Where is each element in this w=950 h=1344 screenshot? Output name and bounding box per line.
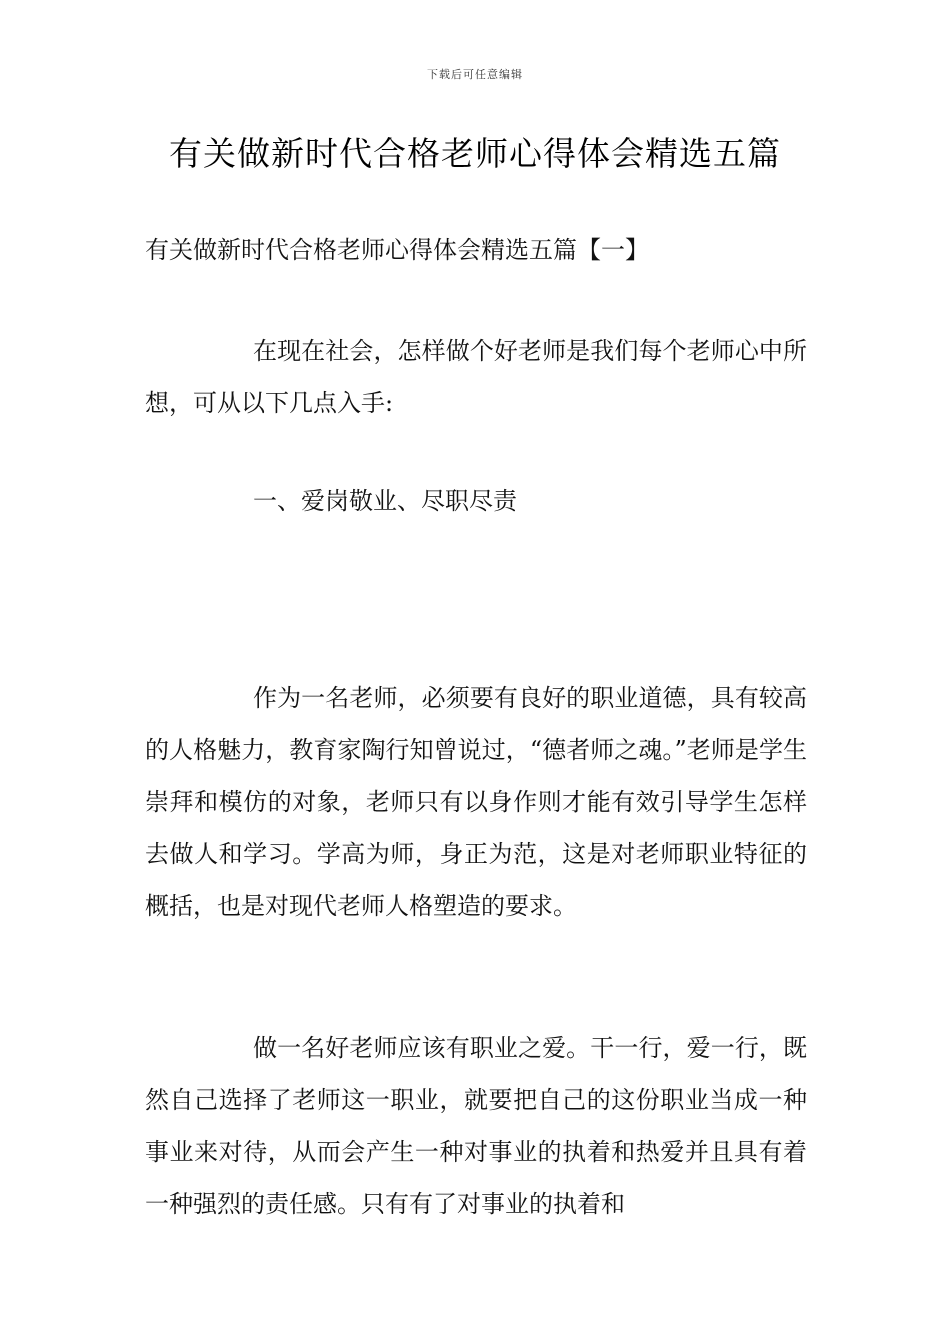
- paragraph-body: 作为一名老师，必须要有良好的职业道德，具有较高的人格魅力，教育家陶行知曾说过，“德者师之魂。”老师是学生崇拜和模仿的对象，老师只有以身作则才能有效引导学生怎样去做人和学习。学高为师，身正为范，这是对老师职业特征的概括，也是对现代老师人格塑造的要求。: [145, 684, 807, 920]
- paragraph-body: 做一名好老师应该有职业之爱。干一行，爱一行，既然自己选择了老师这一职业，就要把自己的这份职业当成一种事业来对待，从而会产生一种对事业的执着和热爱并且具有着一种强烈的责任感。只有有了对事业的执着和: [145, 1034, 807, 1218]
- document-title: 有关做新时代合格老师心得体会精选五篇: [169, 134, 781, 173]
- paragraph-subheading: 一、爱岗敬业、尽职尽责: [253, 487, 517, 515]
- section-heading: 有关做新时代合格老师心得体会精选五篇【一】: [145, 236, 649, 264]
- paragraph-intro: 在现在社会，怎样做个好老师是我们每个老师心中所想，可从以下几点入手:: [145, 337, 807, 417]
- header-note: 下载后可任意编辑: [427, 68, 523, 81]
